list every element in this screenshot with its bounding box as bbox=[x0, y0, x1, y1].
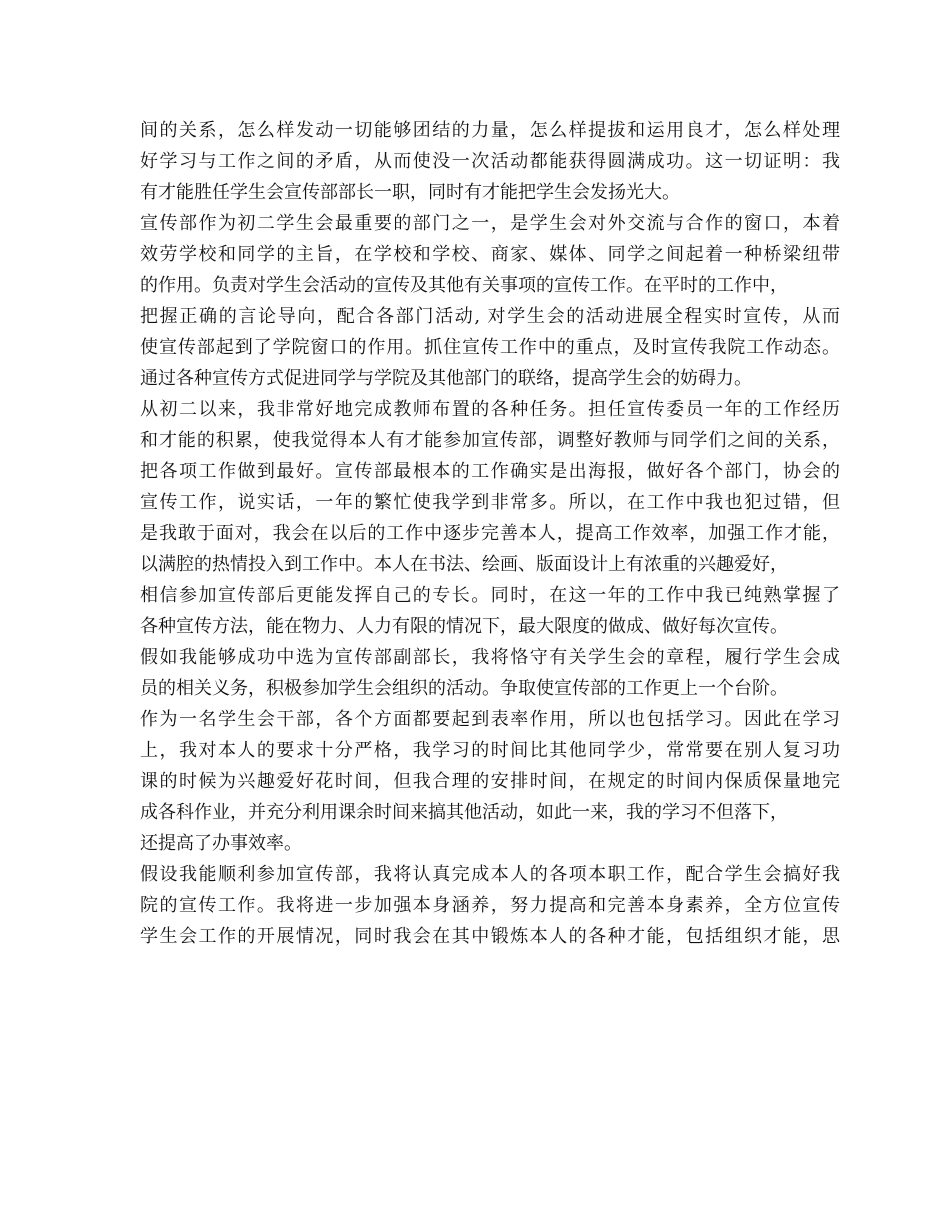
text-line: 学生会工作的开展情况，同时我会在其中锻炼本人的各种才能，包括组织才能，思 bbox=[140, 926, 840, 947]
text-line: 还提高了办事效率。 bbox=[140, 833, 302, 854]
text-line: 假设我能顺利参加宣传部，我将认真完成本人的各项本职工作，配合学生会搞好我 bbox=[140, 864, 840, 885]
text-line: 以满腔的热情投入到工作中。本人在书法、绘画、版面设计上有浓重的兴趣爱好， bbox=[140, 554, 788, 575]
text-line: 从初二以来，我非常好地完成教师布置的各种任务。担任宣传委员一年的工作经历 bbox=[140, 399, 840, 420]
document-body bbox=[140, 115, 840, 952]
text-line: 院的宣传工作。我将进一步加强本身涵养，努力提高和完善本身素养，全方位宣传 bbox=[140, 895, 840, 916]
text-line: 通过各种宣传方式促进同学与学院及其他部门的联络，提高学生会的妨碍力。 bbox=[140, 368, 752, 389]
text-line: 宣传部作为初二学生会最重要的部门之一，是学生会对外交流与合作的窗口，本着 bbox=[140, 213, 840, 234]
text-line: 上，我对本人的要求十分严格，我学习的时间比其他同学少，常常要在别人复习功 bbox=[140, 740, 840, 761]
text-line: 成各科作业，并充分利用课余时间来搞其他活动，如此一来，我的学习不但落下， bbox=[140, 802, 788, 823]
text-line: 有才能胜任学生会宣传部部长一职，同时有才能把学生会发扬光大。 bbox=[140, 182, 680, 203]
text-line: 好学习与工作之间的矛盾，从而使没一次活动都能获得圆满成功。这一切证明：我 bbox=[140, 151, 840, 172]
text-line: 和才能的积累，使我觉得本人有才能参加宣传部，调整好教师与同学们之间的关系， bbox=[140, 430, 840, 451]
text-line: 是我敢于面对，我会在以后的工作中逐步完善本人，提高工作效率，加强工作才能， bbox=[140, 523, 840, 544]
text-line: 假如我能够成功中选为宣传部副部长，我将恪守有关学生会的章程，履行学生会成 bbox=[140, 647, 840, 668]
text-line: 相信参加宣传部后更能发挥自己的专长。同时，在这一年的工作中我已纯熟掌握了 bbox=[140, 585, 840, 606]
text-line: 把各项工作做到最好。宣传部最根本的工作确实是出海报，做好各个部门，协会的 bbox=[140, 461, 840, 482]
text-line: 效劳学校和同学的主旨，在学校和学校、商家、媒体、同学之间起着一种桥梁纽带 bbox=[140, 244, 840, 265]
text-line: 员的相关义务，积极参加学生会组织的活动。争取使宣传部的工作更上一个台阶。 bbox=[140, 678, 788, 699]
text-line: 各种宣传方法，能在物力、人力有限的情况下，最大限度的做成、做好每次宣传。 bbox=[140, 616, 788, 637]
text-line: 的作用。负责对学生会活动的宣传及其他有关事项的宣传工作。在平时的工作中， bbox=[140, 275, 788, 296]
text-line: 把握正确的言论导向，配合各部门活动, 对学生会的活动进展全程实时宣传，从而 bbox=[140, 306, 840, 327]
text-line: 使宣传部起到了学院窗口的作用。抓住宣传工作中的重点，及时宣传我院工作动态。 bbox=[140, 337, 840, 358]
text-line: 宣传工作，说实话，一年的繁忙使我学到非常多。所以，在工作中我也犯过错，但 bbox=[140, 492, 840, 513]
text-line: 间的关系，怎么样发动一切能够团结的力量，怎么样提拔和运用良才，怎么样处理 bbox=[140, 120, 840, 141]
text-line: 课的时候为兴趣爱好花时间，但我合理的安排时间，在规定的时间内保质保量地完 bbox=[140, 771, 840, 792]
text-line: 作为一名学生会干部，各个方面都要起到表率作用，所以也包括学习。因此在学习 bbox=[140, 709, 840, 730]
